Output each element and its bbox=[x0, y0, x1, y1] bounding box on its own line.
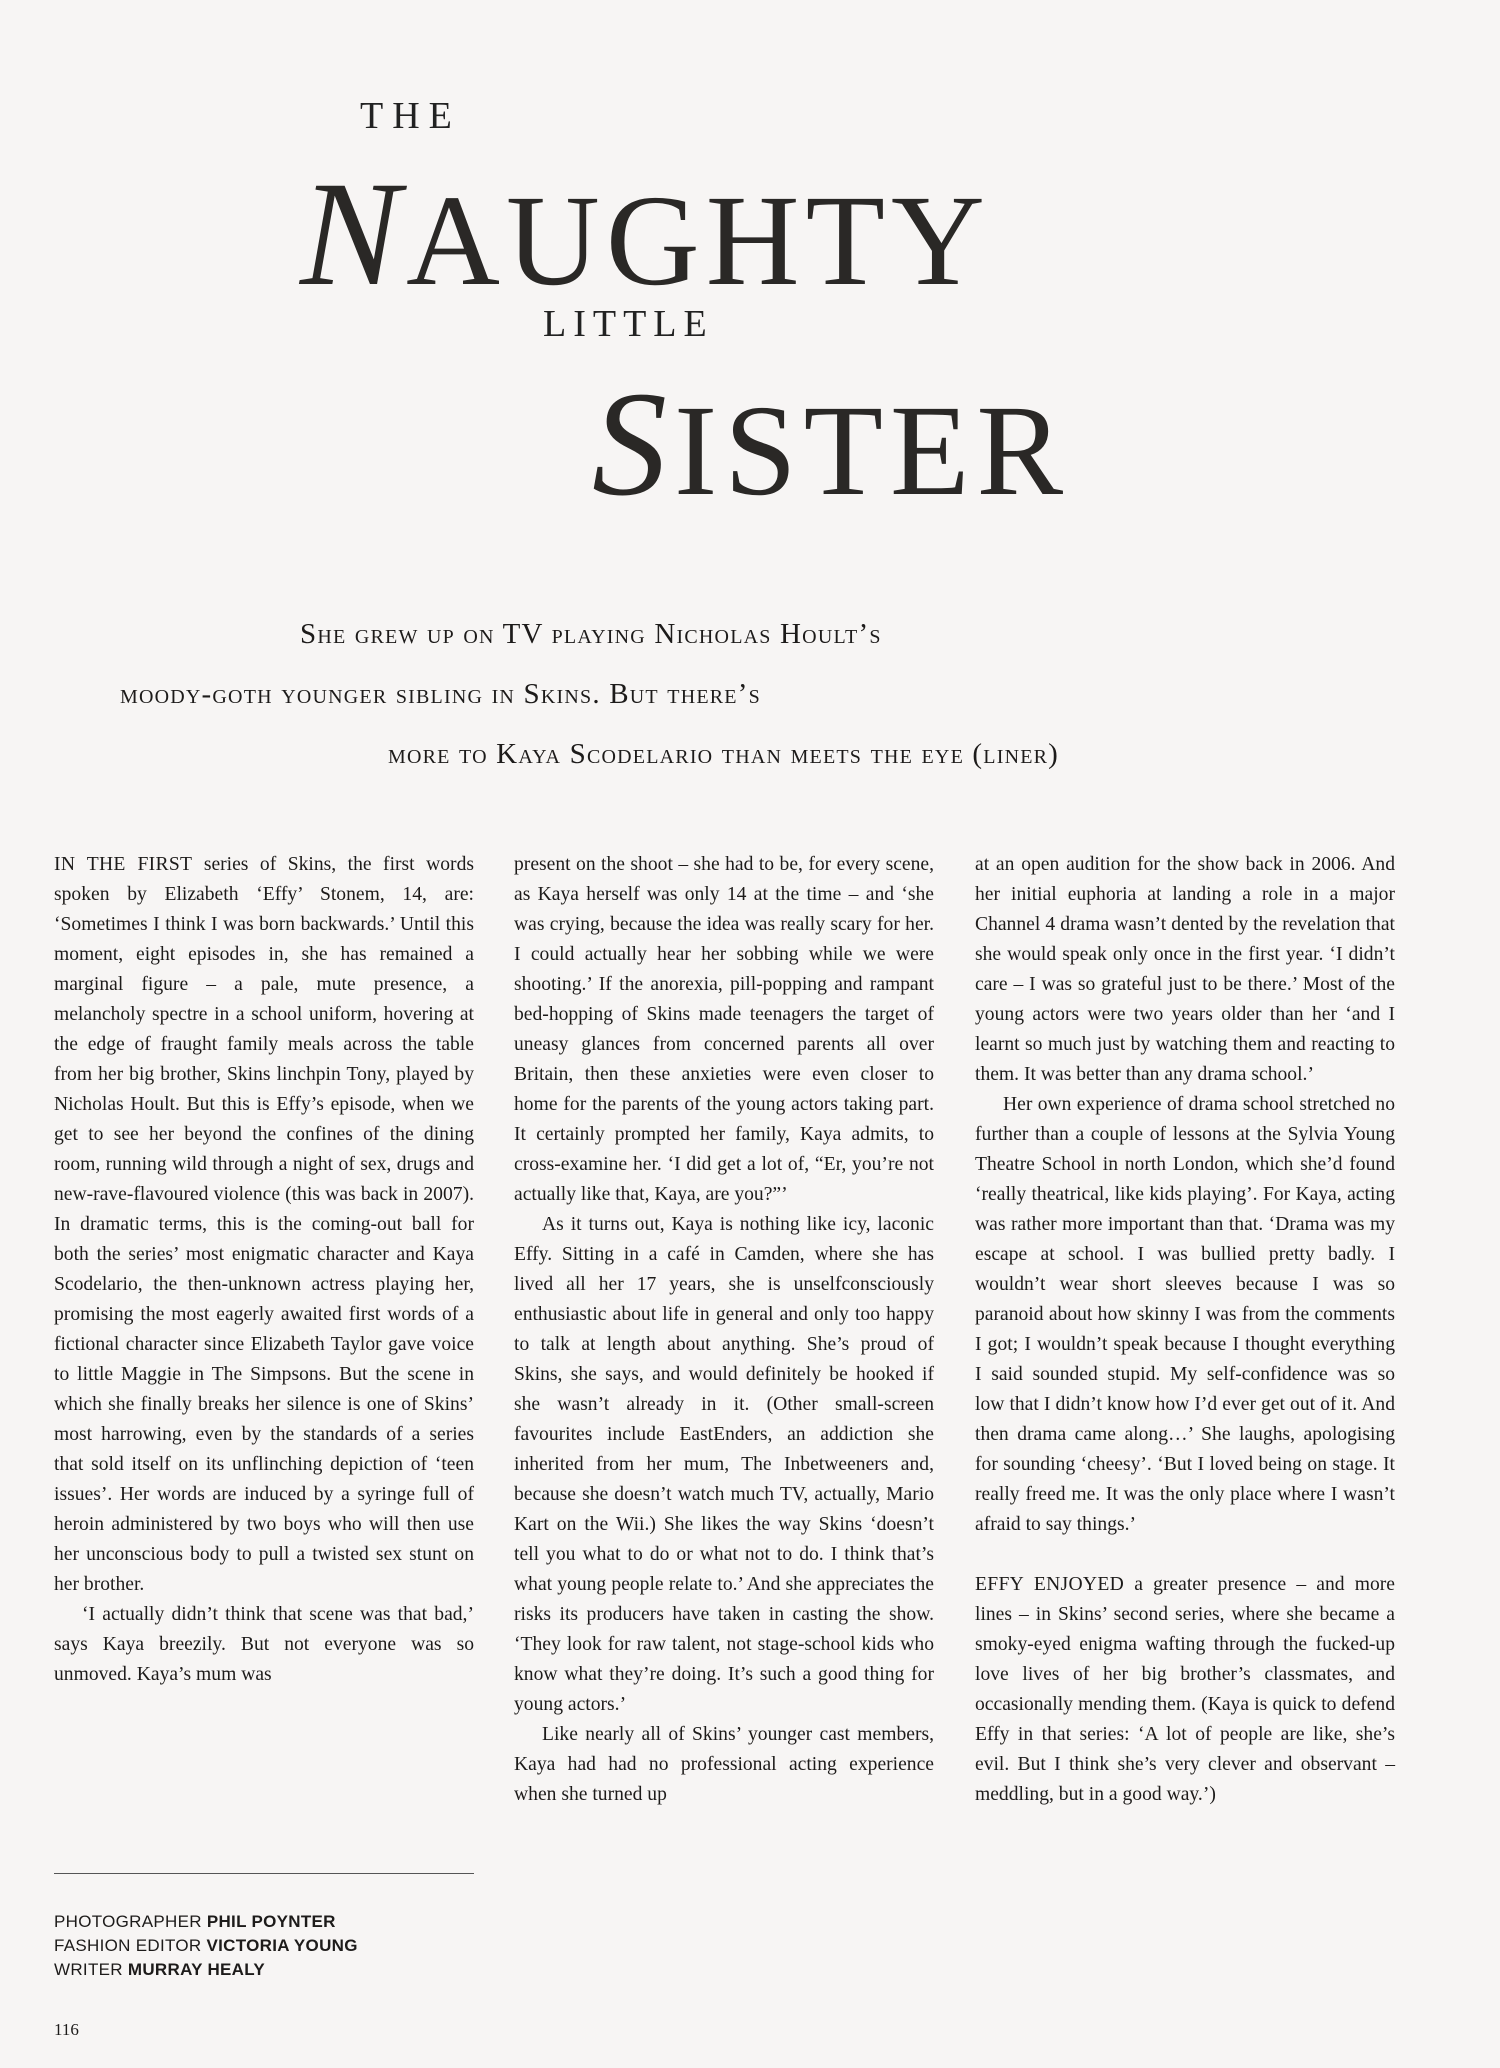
section-break bbox=[975, 1540, 1395, 1570]
body-column-1 bbox=[54, 850, 474, 1690]
headline-sister-rest: ISTER bbox=[674, 379, 1071, 523]
paragraph-text: series of Skins, the first words spoken by Elizabeth ‘Effy’ Stonem, 14, are: ‘Sometimes I think I was born backwards.’ Until this moment, eight episodes in, she has remained a marginal figure – a pale, mute presence, a melancholy spectre in a school uniform, hovering at the edge of fraught family meals across the table from her big brother, Skins linchpin Tony, played by Nicholas Hoult. But this is Effy’s episode, when we get to see her beyond the confines of the dining room, running wild through a night of sex, drugs and new-rave-flavoured violence (this was back in 2007). In dramatic terms, this is the coming-out ball for both the series’ most enigmatic character and Kaya Scodelario, the then-unknown actress playing her, promising the most eagerly awaited first words of a fictional character since Elizabeth Taylor gave voice to little Maggie in The Simpsons. But the scene in which she finally breaks her silence is one of Skins’ most harrowing, even by the standards of a series that sold itself on its unflinching depiction of ‘teen issues’. Her words are induced by a syringe full of heroin administered by two boys who will then use her unconscious body to pull a twisted sex stunt on her brother. bbox=[54, 854, 474, 1595]
body-paragraph bbox=[975, 1570, 1395, 1810]
headline-sister-initial: S bbox=[592, 361, 674, 527]
headline-naughty-initial: N bbox=[300, 151, 407, 317]
standfirst-line-2: moody-goth younger sibling in Skins. But there’s bbox=[120, 678, 761, 710]
credit-label: PHOTOGRAPHER bbox=[54, 1912, 202, 1931]
headline-little: LITTLE bbox=[543, 303, 714, 345]
headline-naughty-rest: AUGHTY bbox=[406, 169, 991, 313]
credit-label: WRITER bbox=[54, 1960, 123, 1979]
credits-block bbox=[54, 1910, 358, 1982]
lead-in: EFFY ENJOYED bbox=[975, 1574, 1125, 1595]
lead-in: IN THE FIRST bbox=[54, 854, 193, 875]
credit-name: PHIL POYNTER bbox=[206, 1912, 336, 1931]
credit-fashion-editor bbox=[54, 1934, 358, 1958]
credit-writer bbox=[54, 1958, 358, 1982]
paragraph-text: a greater presence – and more lines – in Skins’ second series, where she became a smoky-eyed enigma wafting through the fucked-up love lives of her big brother’s classmates, and occasionally mending them. (Kaya is quick to defend Effy in that series: ‘A lot of people are like, she’s evil. But I think she’s very clever and observant – meddling, but in a good way.’) bbox=[975, 1574, 1395, 1805]
body-paragraph: Her own experience of drama school stretched no further than a couple of lessons at the Sylvia Young Theatre School in north London, which she’d found ‘really theatrical, like kids playing’. For Kaya, acting was rather more important than that. ‘Drama was my escape at school. I was bullied pretty badly. I wouldn’t wear short sleeves because I was so paranoid about how skinny I was from the comments I got; I wouldn’t speak because I thought everything I said sounded stupid. My self-confidence was so low that I didn’t know how I’d ever get out of it. And then drama came along…’ She laughs, apologising for sounding ‘cheesy’. ‘But I loved being on stage. It really freed me. It was the only place where I wasn’t afraid to say things.’ bbox=[975, 1094, 1395, 1535]
body-paragraph: As it turns out, Kaya is nothing like icy, laconic Effy. Sitting in a café in Camden, where she has lived all her 17 years, she is unselfconsciously enthusiastic about life in general and only too happy to talk at length about anything. She’s proud of Skins, she says, and would definitely be hooked if she wasn’t already in it. (Other small-screen favourites include EastEnders, an addiction she inherited from her mum, The Inbetweeners and, because she doesn’t watch much TV, actually, Mario Kart on the Wii.) She likes the way Skins ‘doesn’t tell you what to do or what not to do. I think that’s what young people relate to.’ And she appreciates the risks its producers have taken in casting the show. ‘They look for raw talent, not stage-school kids who know what they’re doing. It’s such a good thing for young actors.’ bbox=[514, 1214, 934, 1715]
credit-name: VICTORIA YOUNG bbox=[206, 1936, 358, 1955]
headline-naughty bbox=[300, 148, 991, 320]
body-paragraph: ‘I actually didn’t think that scene was that bad,’ says Kaya breezily. But not everyone was so unmoved. Kaya’s mum was bbox=[54, 1604, 474, 1685]
standfirst-line-1: She grew up on TV playing Nicholas Hoult’s bbox=[300, 618, 882, 650]
body-paragraph: at an open audition for the show back in 2006. And her initial euphoria at landing a role in a major Channel 4 drama wasn’t dented by the revelation that she would speak only once in the first year. ‘I didn’t care – I was so grateful just to be there.’ Most of the young actors were two years older than her ‘and I learnt so much just by watching them and reacting to them. It was better than any drama school.’ bbox=[975, 854, 1395, 1085]
body-paragraph bbox=[54, 850, 474, 1600]
standfirst-line-3: more to Kaya Scodelario than meets the eye (liner) bbox=[388, 738, 1060, 770]
body-paragraph: Like nearly all of Skins’ younger cast members, Kaya had had no professional acting experience when she turned up bbox=[514, 1724, 934, 1805]
credits-divider bbox=[54, 1873, 474, 1874]
body-column-3 bbox=[975, 850, 1395, 1810]
credit-label: FASHION EDITOR bbox=[54, 1936, 202, 1955]
body-column-2 bbox=[514, 850, 934, 1810]
credit-name: MURRAY HEALY bbox=[127, 1960, 266, 1979]
page-number: 116 bbox=[54, 2020, 79, 2039]
headline-the: THE bbox=[360, 95, 461, 137]
credit-photographer bbox=[54, 1910, 358, 1934]
headline-sister bbox=[592, 358, 1070, 530]
body-paragraph: present on the shoot – she had to be, for every scene, as Kaya herself was only 14 at the time – and ‘she was crying, because the idea was really scary for her. I could actually hear her sobbing while we were shooting.’ If the anorexia, pill-popping and rampant bed-hopping of Skins made teenagers the target of uneasy glances from concerned parents all over Britain, then these anxieties were even closer to home for the parents of the young actors taking part. It certainly prompted her family, Kaya admits, to cross-examine her. ‘I did get a lot of, “Er, you’re not actually like that, Kaya, are you?”’ bbox=[514, 854, 934, 1205]
